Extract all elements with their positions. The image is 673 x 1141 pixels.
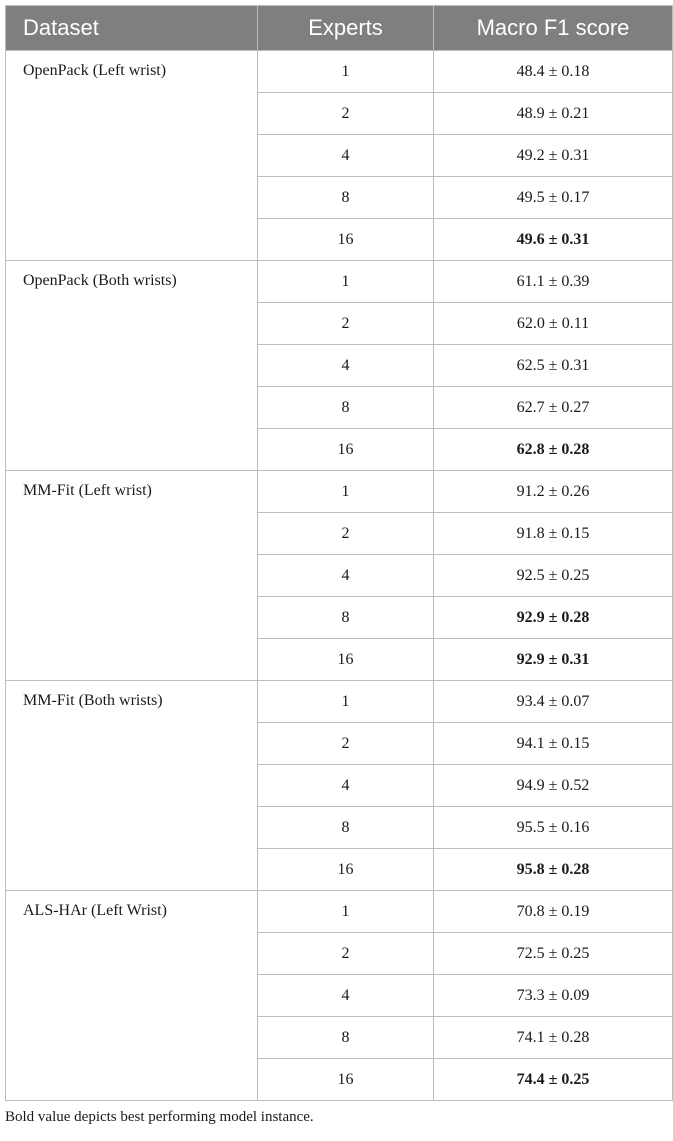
score-cell: 93.4 ± 0.07 (434, 681, 673, 723)
header-row (6, 6, 673, 51)
experts-cell: 8 (258, 807, 434, 849)
results-table (5, 5, 673, 1101)
results-table-container (5, 5, 672, 1126)
score-cell: 49.5 ± 0.17 (434, 177, 673, 219)
header-dataset: Dataset (6, 6, 258, 51)
experts-cell: 2 (258, 303, 434, 345)
dataset-cell: OpenPack (Left wrist) (6, 51, 258, 261)
dataset-cell: MM-Fit (Both wrists) (6, 681, 258, 891)
score-cell: 91.2 ± 0.26 (434, 471, 673, 513)
score-cell: 94.1 ± 0.15 (434, 723, 673, 765)
table-row (6, 891, 673, 933)
score-cell: 49.2 ± 0.31 (434, 135, 673, 177)
score-cell: 62.7 ± 0.27 (434, 387, 673, 429)
table-body (6, 51, 673, 1101)
table-footnote: Bold value depicts best performing model instance. (5, 1109, 314, 1125)
score-cell: 95.5 ± 0.16 (434, 807, 673, 849)
score-cell-best: 95.8 ± 0.28 (434, 849, 673, 891)
score-cell: 92.5 ± 0.25 (434, 555, 673, 597)
dataset-cell: OpenPack (Both wrists) (6, 261, 258, 471)
experts-cell: 4 (258, 135, 434, 177)
score-cell: 62.0 ± 0.11 (434, 303, 673, 345)
score-cell: 94.9 ± 0.52 (434, 765, 673, 807)
experts-cell: 16 (258, 639, 434, 681)
experts-cell: 16 (258, 219, 434, 261)
score-cell: 91.8 ± 0.15 (434, 513, 673, 555)
experts-cell: 4 (258, 765, 434, 807)
experts-cell: 4 (258, 975, 434, 1017)
experts-cell: 8 (258, 597, 434, 639)
dataset-cell: MM-Fit (Left wrist) (6, 471, 258, 681)
score-cell: 61.1 ± 0.39 (434, 261, 673, 303)
experts-cell: 4 (258, 555, 434, 597)
table-row (6, 261, 673, 303)
experts-cell: 16 (258, 429, 434, 471)
experts-cell: 8 (258, 1017, 434, 1059)
dataset-cell: ALS-HAr (Left Wrist) (6, 891, 258, 1101)
experts-cell: 2 (258, 93, 434, 135)
table-row (6, 681, 673, 723)
experts-cell: 1 (258, 261, 434, 303)
experts-cell: 1 (258, 51, 434, 93)
experts-cell: 1 (258, 681, 434, 723)
table-row (6, 51, 673, 93)
score-cell: 72.5 ± 0.25 (434, 933, 673, 975)
experts-cell: 1 (258, 471, 434, 513)
score-cell: 74.1 ± 0.28 (434, 1017, 673, 1059)
experts-cell: 8 (258, 177, 434, 219)
score-cell-best: 74.4 ± 0.25 (434, 1059, 673, 1101)
score-cell: 73.3 ± 0.09 (434, 975, 673, 1017)
score-cell: 62.5 ± 0.31 (434, 345, 673, 387)
score-cell-best: 62.8 ± 0.28 (434, 429, 673, 471)
experts-cell: 2 (258, 933, 434, 975)
score-cell-best: 92.9 ± 0.31 (434, 639, 673, 681)
score-cell-best: 92.9 ± 0.28 (434, 597, 673, 639)
experts-cell: 16 (258, 849, 434, 891)
table-header (6, 6, 673, 51)
score-cell: 48.9 ± 0.21 (434, 93, 673, 135)
header-experts: Experts (258, 6, 434, 51)
experts-cell: 8 (258, 387, 434, 429)
experts-cell: 4 (258, 345, 434, 387)
experts-cell: 2 (258, 723, 434, 765)
score-cell: 70.8 ± 0.19 (434, 891, 673, 933)
header-macro-f1-score: Macro F1 score (434, 6, 673, 51)
experts-cell: 1 (258, 891, 434, 933)
experts-cell: 16 (258, 1059, 434, 1101)
score-cell: 48.4 ± 0.18 (434, 51, 673, 93)
table-row (6, 471, 673, 513)
score-cell-best: 49.6 ± 0.31 (434, 219, 673, 261)
experts-cell: 2 (258, 513, 434, 555)
